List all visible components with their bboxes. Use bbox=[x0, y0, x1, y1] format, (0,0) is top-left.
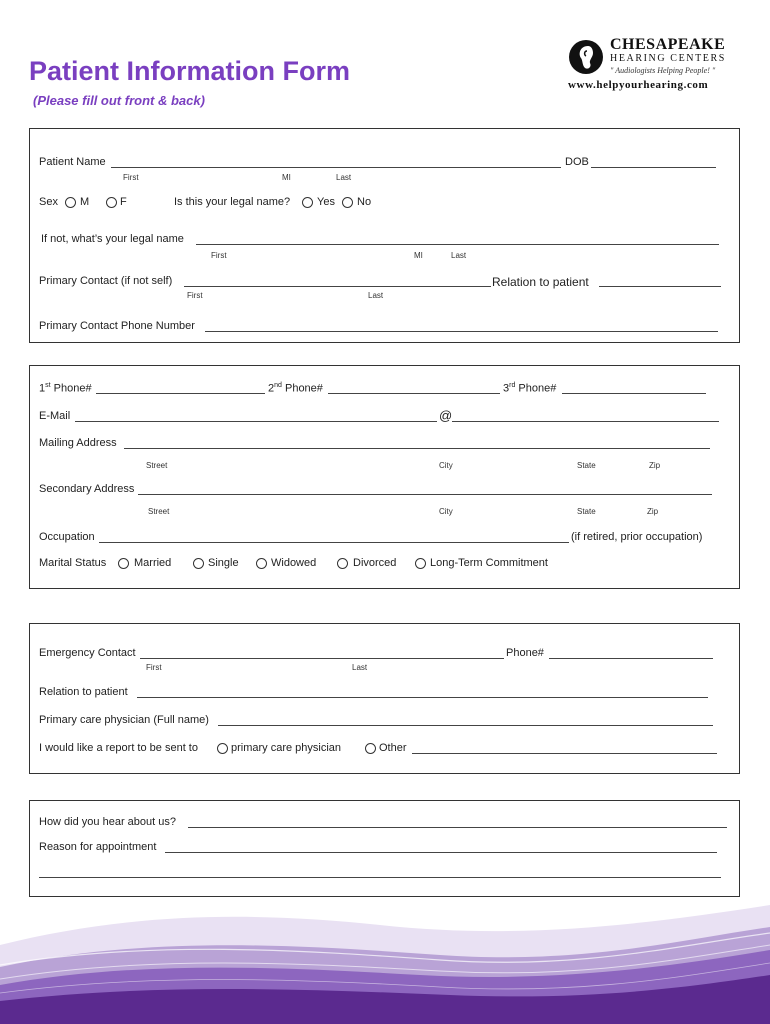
sex-f-label: F bbox=[120, 196, 127, 208]
report-physician-radio[interactable] bbox=[217, 743, 228, 754]
report-physician-label: primary care physician bbox=[231, 742, 342, 754]
email-user-field[interactable] bbox=[75, 421, 437, 422]
mailing-zip-hint: Zip bbox=[649, 461, 661, 470]
emergency-contact-field[interactable] bbox=[140, 658, 504, 659]
how-hear-field[interactable] bbox=[188, 827, 727, 828]
logo-subname: HEARING CENTERS bbox=[610, 53, 726, 64]
mi-hint: MI bbox=[282, 173, 291, 182]
secondary-city-hint: City bbox=[439, 507, 453, 516]
legal-first-hint: First bbox=[211, 251, 227, 260]
relation-label: Relation to patient bbox=[492, 275, 589, 289]
marital-single-label: Single bbox=[208, 557, 239, 569]
legal-yes-radio[interactable] bbox=[302, 197, 313, 208]
emergency-phone-field[interactable] bbox=[549, 658, 713, 659]
how-hear-label: How did you hear about us? bbox=[39, 816, 176, 828]
emergency-relation-field[interactable] bbox=[137, 697, 708, 698]
reason-extra-field[interactable] bbox=[39, 877, 721, 878]
email-label: E-Mail bbox=[39, 410, 71, 422]
physician-label: Primary care physician (Full name) bbox=[39, 714, 209, 726]
contact-section bbox=[29, 365, 740, 589]
mailing-address-field[interactable] bbox=[124, 448, 710, 449]
secondary-state-hint: State bbox=[577, 507, 596, 516]
emergency-last-hint: Last bbox=[352, 663, 368, 672]
mailing-state-hint: State bbox=[577, 461, 596, 470]
phone3-label: 3rd Phone# bbox=[503, 382, 557, 395]
phone2-field[interactable] bbox=[328, 393, 500, 394]
mailing-city-hint: City bbox=[439, 461, 453, 470]
contact-last-hint: Last bbox=[368, 291, 384, 300]
relation-field[interactable] bbox=[599, 286, 721, 287]
logo-tagline: " Audiologists Helping People! " bbox=[610, 66, 716, 75]
phone2-label: 2nd Phone# bbox=[268, 382, 323, 395]
secondary-address-label: Secondary Address bbox=[39, 483, 135, 495]
legal-mi-hint: MI bbox=[414, 251, 423, 260]
report-other-label: Other bbox=[379, 742, 407, 754]
legal-name-label: If not, what’s your legal name bbox=[41, 233, 184, 245]
secondary-zip-hint: Zip bbox=[647, 507, 659, 516]
legal-name-question: Is this your legal name? bbox=[174, 196, 291, 208]
occupation-field[interactable] bbox=[99, 542, 569, 543]
legal-last-hint: Last bbox=[451, 251, 467, 260]
patient-name-label: Patient Name bbox=[39, 156, 106, 168]
first-hint: First bbox=[123, 173, 139, 182]
report-label: I would like a report to be sent to bbox=[39, 742, 198, 754]
legal-yes-label: Yes bbox=[317, 196, 335, 208]
ear-logo-icon bbox=[568, 38, 604, 76]
occupation-label: Occupation bbox=[39, 531, 95, 543]
marital-married-label: Married bbox=[134, 557, 172, 569]
legal-name-field[interactable] bbox=[196, 244, 719, 245]
primary-contact-label: Primary Contact (if not self) bbox=[39, 275, 173, 287]
company-logo bbox=[566, 36, 746, 96]
last-hint: Last bbox=[336, 173, 352, 182]
logo-name: CHESAPEAKE bbox=[610, 36, 726, 53]
emergency-first-hint: First bbox=[146, 663, 162, 672]
marital-longterm-label: Long-Term Commitment bbox=[430, 557, 548, 569]
report-other-radio[interactable] bbox=[365, 743, 376, 754]
phone3-field[interactable] bbox=[562, 393, 706, 394]
marital-status-label: Marital Status bbox=[39, 557, 107, 569]
physician-field[interactable] bbox=[218, 725, 713, 726]
marital-married-radio[interactable] bbox=[118, 558, 129, 569]
secondary-street-hint: Street bbox=[148, 507, 170, 516]
reason-field[interactable] bbox=[165, 852, 717, 853]
emergency-relation-label: Relation to patient bbox=[39, 686, 128, 698]
legal-no-radio[interactable] bbox=[342, 197, 353, 208]
dob-label: DOB bbox=[565, 156, 589, 168]
marital-single-radio[interactable] bbox=[193, 558, 204, 569]
occupation-note: (if retired, prior occupation) bbox=[571, 531, 703, 543]
emergency-contact-label: Emergency Contact bbox=[39, 647, 136, 659]
footer-wave-decoration bbox=[0, 905, 770, 1024]
reason-label: Reason for appointment bbox=[39, 841, 157, 853]
mailing-address-label: Mailing Address bbox=[39, 437, 117, 449]
sex-m-radio[interactable] bbox=[65, 197, 76, 208]
page-title: Patient Information Form bbox=[29, 56, 351, 86]
dob-field[interactable] bbox=[591, 167, 716, 168]
contact-first-hint: First bbox=[187, 291, 203, 300]
marital-widowed-radio[interactable] bbox=[256, 558, 267, 569]
primary-phone-field[interactable] bbox=[205, 331, 718, 332]
phone1-field[interactable] bbox=[96, 393, 265, 394]
emergency-phone-label: Phone# bbox=[506, 647, 544, 659]
report-other-field[interactable] bbox=[412, 753, 717, 754]
marital-longterm-radio[interactable] bbox=[415, 558, 426, 569]
email-domain-field[interactable] bbox=[452, 421, 719, 422]
patient-name-field[interactable] bbox=[111, 167, 561, 168]
sex-m-label: M bbox=[80, 196, 90, 208]
secondary-address-field[interactable] bbox=[138, 494, 712, 495]
sex-label: Sex bbox=[39, 196, 58, 208]
marital-divorced-label: Divorced bbox=[353, 557, 397, 569]
mailing-street-hint: Street bbox=[146, 461, 168, 470]
sex-f-radio[interactable] bbox=[106, 197, 117, 208]
marital-widowed-label: Widowed bbox=[271, 557, 317, 569]
primary-phone-label: Primary Contact Phone Number bbox=[39, 320, 195, 332]
primary-contact-field[interactable] bbox=[184, 286, 491, 287]
legal-no-label: No bbox=[357, 196, 372, 208]
phone1-label: 1st Phone# bbox=[39, 382, 92, 395]
email-at-sign: @ bbox=[439, 408, 453, 423]
page-subtitle: (Please fill out front & back) bbox=[33, 93, 205, 108]
logo-website: www.helpyourhearing.com bbox=[568, 79, 709, 91]
marital-divorced-radio[interactable] bbox=[337, 558, 348, 569]
